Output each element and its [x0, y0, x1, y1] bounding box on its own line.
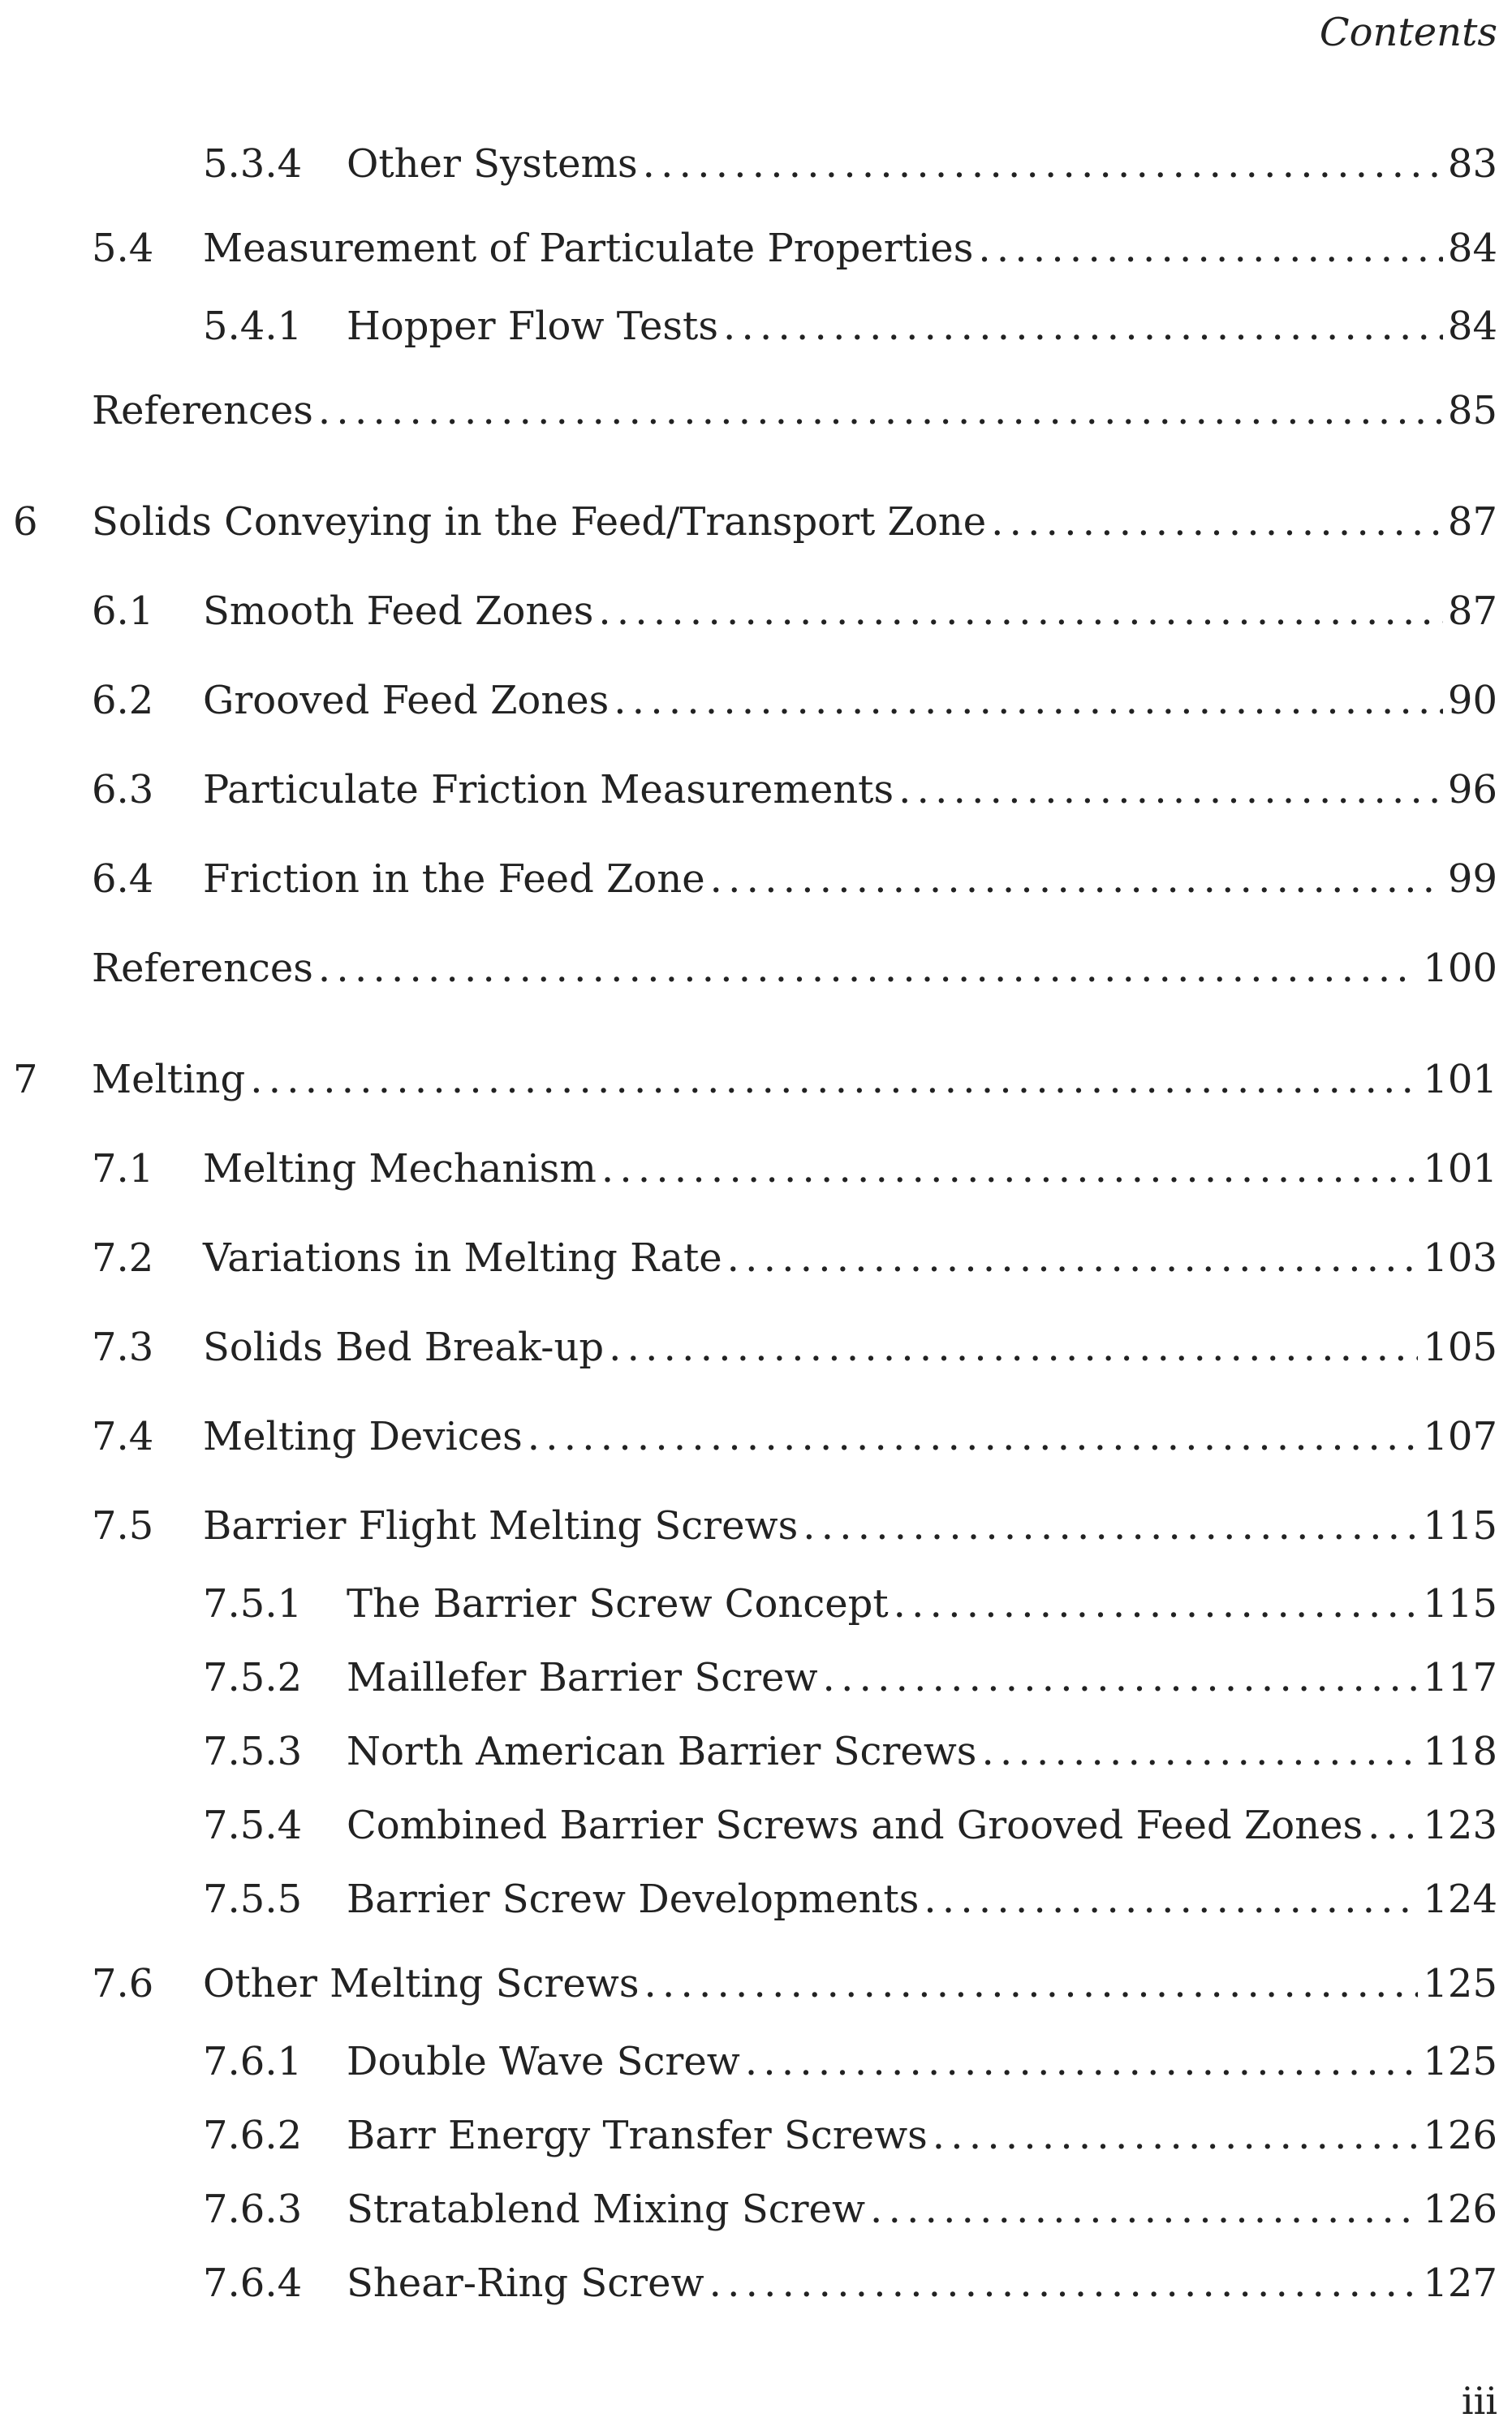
toc-leader-dots: [318, 944, 1418, 993]
toc-entry-page: 118: [1423, 1729, 1497, 1774]
toc-entry-title: Other Melting Screws: [203, 1959, 644, 2008]
toc-entry-page: 101: [1423, 1057, 1497, 1102]
toc-entry-title: Melting Mechanism: [203, 1144, 601, 1193]
toc-entry-page: 123: [1423, 1803, 1497, 1848]
toc-chapter-number: 6: [13, 499, 38, 545]
toc-entry-title: The Barrier Screw Concept: [347, 1580, 894, 1628]
toc-entry-number: 7.5.4: [203, 1803, 303, 1848]
toc-entry-number: 6.1: [92, 588, 154, 634]
toc-entry-title: Grooved Feed Zones: [203, 676, 614, 725]
toc-entry-number: 7.2: [92, 1235, 154, 1281]
toc-entry-page: 100: [1423, 946, 1497, 991]
toc-entry-title: North American Barrier Screws: [347, 1727, 981, 1776]
toc-entry-page: 96: [1447, 767, 1497, 812]
toc-entry-page: 115: [1423, 1581, 1497, 1627]
toc-entry-number: 7.5: [92, 1503, 154, 1549]
toc-entry-page: 103: [1423, 1235, 1497, 1281]
toc-entry-number: 5.4.1: [203, 304, 303, 349]
toc-entry-title: Solids Bed Break-up: [203, 1323, 609, 1372]
toc-entry[interactable]: [0, 224, 1512, 273]
toc-leader-dots: [803, 1502, 1418, 1550]
toc-entry[interactable]: [0, 676, 1512, 725]
toc-entry-title: Barrier Flight Melting Screws: [203, 1502, 803, 1550]
toc-entry-title: References: [92, 944, 318, 993]
toc-leader-dots: [1368, 1801, 1418, 1850]
toc-leader-dots: [745, 2037, 1419, 2086]
toc-entry-title: Barr Energy Transfer Screws: [347, 2111, 933, 2160]
toc-entry[interactable]: [0, 855, 1512, 903]
toc-leader-dots: [528, 1412, 1419, 1461]
toc-leader-dots: [898, 765, 1443, 814]
toc-leader-dots: [598, 587, 1443, 636]
toc-entry-title: Variations in Melting Rate: [203, 1234, 727, 1282]
toc-entry[interactable]: [0, 1875, 1512, 1924]
toc-entry[interactable]: [0, 1502, 1512, 1550]
toc-entry[interactable]: [0, 1580, 1512, 1628]
toc-chapter-entry[interactable]: [0, 498, 1512, 546]
toc-entry[interactable]: [0, 2259, 1512, 2308]
toc-entry[interactable]: [0, 2111, 1512, 2160]
toc-entry[interactable]: [0, 1959, 1512, 2008]
toc-entry-number: 7.1: [92, 1146, 154, 1192]
toc-entry-title: Solids Conveying in the Feed/Transport Zone: [92, 498, 991, 546]
toc-entry-title: Melting Devices: [203, 1412, 528, 1461]
toc-entry-number: 5.4: [92, 226, 154, 271]
toc-leader-dots: [823, 1653, 1419, 1702]
toc-entry-title: Maillefer Barrier Screw: [347, 1653, 823, 1702]
toc-entry-page: 126: [1423, 2187, 1497, 2232]
toc-entry-number: 5.3.4: [203, 141, 303, 187]
toc-entry-page: 99: [1447, 856, 1497, 902]
toc-entry-page: 90: [1447, 678, 1497, 723]
toc-entry-title: Friction in the Feed Zone: [203, 855, 710, 903]
toc-entry-page: 124: [1423, 1877, 1497, 1922]
toc-entry[interactable]: [0, 1412, 1512, 1461]
toc-leader-dots: [643, 140, 1443, 188]
toc-entry-number: 6.4: [92, 856, 154, 902]
toc-entry-title: Barrier Screw Developments: [347, 1875, 924, 1924]
toc-entry[interactable]: [0, 2037, 1512, 2086]
toc-entry-number: 7.5.2: [203, 1655, 303, 1700]
toc-entry-number: 7.6.1: [203, 2039, 303, 2084]
toc-entry[interactable]: [0, 944, 1512, 993]
toc-entry[interactable]: [0, 1653, 1512, 1702]
toc-leader-dots: [710, 855, 1443, 903]
toc-entry-title: Hopper Flow Tests: [347, 302, 723, 351]
toc-entry[interactable]: [0, 1323, 1512, 1372]
toc-leader-dots: [318, 386, 1443, 435]
toc-entry-page: 115: [1423, 1503, 1497, 1549]
toc-entry-page: 101: [1423, 1146, 1497, 1192]
toc-leader-dots: [250, 1055, 1418, 1104]
toc-leader-dots: [978, 224, 1443, 273]
toc-entry[interactable]: [0, 1727, 1512, 1776]
toc-entry-page: 125: [1423, 1961, 1497, 2006]
toc-entry-page: 107: [1423, 1414, 1497, 1459]
toc-leader-dots: [924, 1875, 1418, 1924]
toc-entry-title: References: [92, 386, 318, 435]
page-number: iii: [1461, 2379, 1497, 2423]
running-head: Contents: [1319, 10, 1497, 55]
toc-entry-page: 87: [1447, 588, 1497, 634]
toc-entry-title: Combined Barrier Screws and Grooved Feed Zones: [347, 1801, 1368, 1850]
toc-leader-dots: [601, 1144, 1419, 1193]
toc-entry[interactable]: [0, 765, 1512, 814]
toc-entry-title: Measurement of Particulate Properties: [203, 224, 978, 273]
toc-entry-page: 105: [1423, 1325, 1497, 1370]
toc-leader-dots: [614, 676, 1443, 725]
toc-entry[interactable]: [0, 1234, 1512, 1282]
toc-entry-title: Smooth Feed Zones: [203, 587, 598, 636]
toc-entry[interactable]: [0, 1801, 1512, 1850]
toc-entry-title: Shear-Ring Screw: [347, 2259, 709, 2308]
toc-leader-dots: [723, 302, 1443, 351]
toc-leader-dots: [981, 1727, 1418, 1776]
toc-leader-dots: [727, 1234, 1419, 1282]
toc-entry[interactable]: [0, 386, 1512, 435]
toc-entry-page: 85: [1447, 388, 1497, 433]
toc-entry-number: 7.6.4: [203, 2260, 303, 2306]
toc-entry-number: 7.5.5: [203, 1877, 303, 1922]
toc-leader-dots: [644, 1959, 1418, 2008]
toc-entry-number: 6.2: [92, 678, 154, 723]
toc-entry-page: 87: [1447, 499, 1497, 545]
toc-chapter-entry[interactable]: [0, 1055, 1512, 1104]
toc-leader-dots: [991, 498, 1443, 546]
toc-entry-title: Other Systems: [347, 140, 643, 188]
toc-entry[interactable]: [0, 140, 1512, 188]
toc-entry-page: 84: [1447, 226, 1497, 271]
toc-leader-dots: [709, 2259, 1419, 2308]
toc-entry[interactable]: [0, 587, 1512, 636]
toc-leader-dots: [894, 1580, 1419, 1628]
toc-entry-number: 7.6: [92, 1961, 154, 2006]
toc-entry[interactable]: [0, 1144, 1512, 1193]
toc-entry-page: 127: [1423, 2260, 1497, 2306]
toc-entry-number: 7.6.2: [203, 2113, 303, 2158]
toc-entry-page: 117: [1423, 1655, 1497, 1700]
toc-entry-title: Double Wave Screw: [347, 2037, 745, 2086]
toc-entry-number: 6.3: [92, 767, 154, 812]
toc-entry-page: 125: [1423, 2039, 1497, 2084]
toc-entry-number: 7.5.1: [203, 1581, 303, 1627]
toc-leader-dots: [870, 2185, 1418, 2234]
toc-entry[interactable]: [0, 302, 1512, 351]
toc-leader-dots: [933, 2111, 1419, 2160]
toc-entry-page: 84: [1447, 304, 1497, 349]
toc-entry-page: 126: [1423, 2113, 1497, 2158]
toc-entry-number: 7.6.3: [203, 2187, 303, 2232]
toc-entry[interactable]: [0, 2185, 1512, 2234]
toc-entry-number: 7.4: [92, 1414, 154, 1459]
toc-entry-number: 7.3: [92, 1325, 154, 1370]
toc-entry-title: Particulate Friction Measurements: [203, 765, 898, 814]
toc-entry-title: Stratablend Mixing Screw: [347, 2185, 870, 2234]
toc-leader-dots: [609, 1323, 1418, 1372]
toc-entry-title: Melting: [92, 1055, 250, 1104]
toc-chapter-number: 7: [13, 1057, 38, 1102]
toc-entry-page: 83: [1447, 141, 1497, 187]
toc-entry-number: 7.5.3: [203, 1729, 303, 1774]
